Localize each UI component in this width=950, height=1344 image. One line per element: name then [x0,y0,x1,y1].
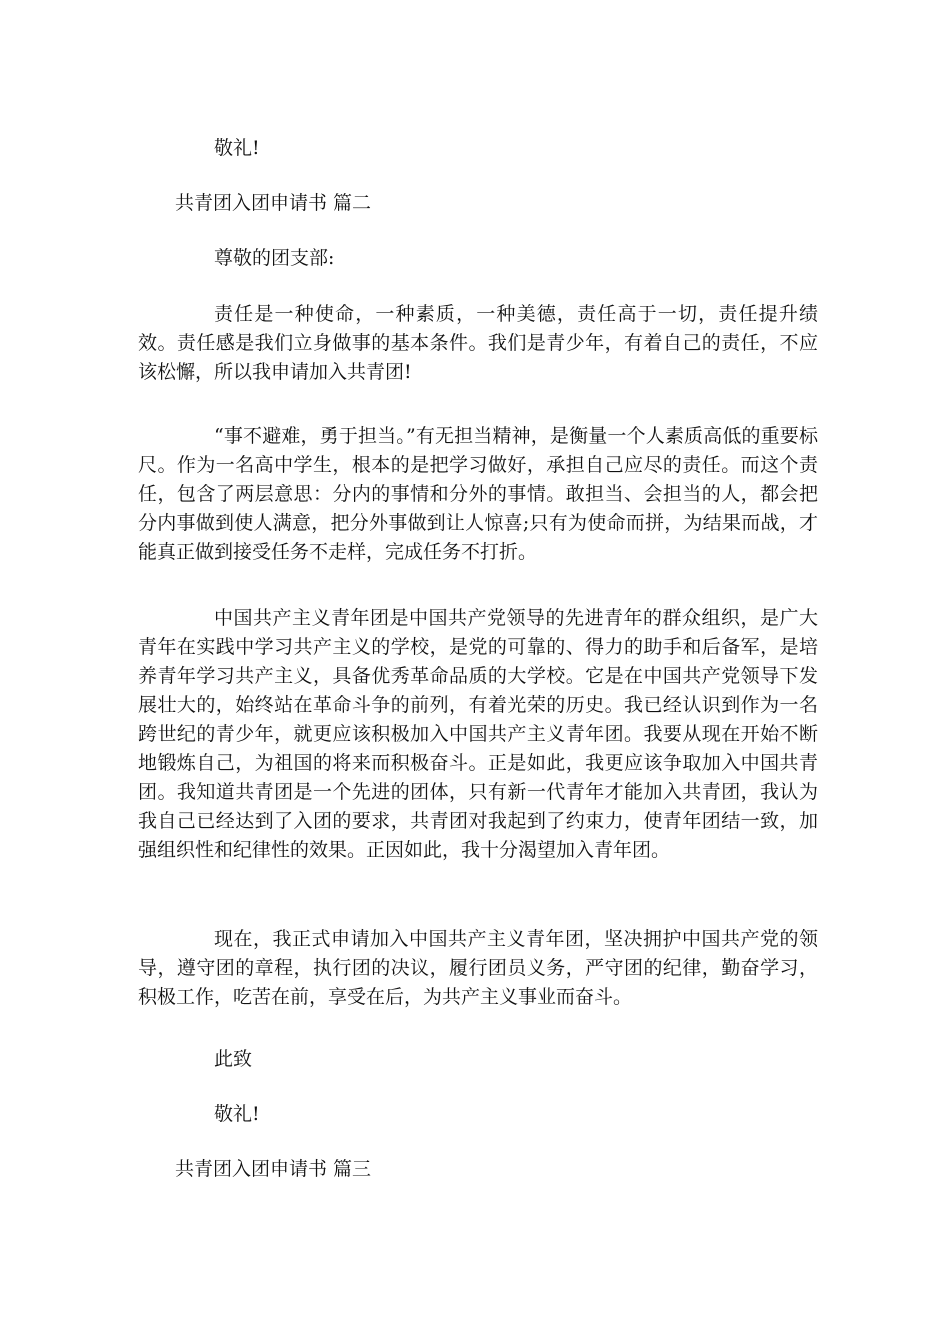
closing-zhici: 此致 [214,1048,253,1070]
body-paragraph: 中国共产主义青年团是中国共产党领导的先进青年的群众组织，是广大青年在实践中学习共产主义的学校，是党的可靠的、得力的助手和后备军，是培养青年学习共产主义，具备优秀革命品质的大学校。它是在中国共产党领导下发展壮大的，始终站在革命斗争的前列，有着光荣的历史。我已经认识到作为一名跨世纪的青少年，就更应该积极加入中国共产主义青年团。我要从现在开始不断地锻炼自己，为祖国的将来而积极奋斗。正是如此，我更应该争取加入中国共青团。我知道共青团是一个先进的团体，只有新一代青年才能加入共青团，我认为我自己已经达到了入团的要求，共青团对我起到了约束力，使青年团结一致，加强组织性和纪律性的效果。正因如此，我十分渴望加入青年团。 [138,607,818,861]
section-heading: 共青团入团申请书 篇二 [175,192,372,214]
body-paragraph: 现在，我正式申请加入中国共产主义青年团，坚决拥护中国共产党的领导，遵守团的章程，执行团的决议，履行团员义务，严守团的纪律，勤奋学习，积极工作，吃苦在前，享受在后，为共产主义事业而奋斗。 [138,928,818,1008]
section-heading: 共青团入团申请书 篇三 [175,1158,372,1180]
closing-salute: 敬礼! [214,1103,260,1125]
salutation: 尊敬的团支部: [214,247,335,269]
body-paragraph: “事不避难，勇于担当。”有无担当精神，是衡量一个人素质高低的重要标尺。作为一名高中学生，根本的是把学习做好，承担自己应尽的责任。而这个责任，包含了两层意思：分内的事情和分外的事情。敢担当、会担当的人，都会把分内事做到使人满意，把分外事做到让人惊喜;只有为使命而拼，为结果而战，才能真正做到接受任务不走样，完成任务不打折。 [138,425,818,563]
closing-salute: 敬礼! [214,137,260,159]
body-paragraph: 责任是一种使命，一种素质，一种美德，责任高于一切，责任提升绩效。责任感是我们立身做事的基本条件。我们是青少年，有着自己的责任，不应该松懈，所以我申请加入共青团! [138,303,818,383]
